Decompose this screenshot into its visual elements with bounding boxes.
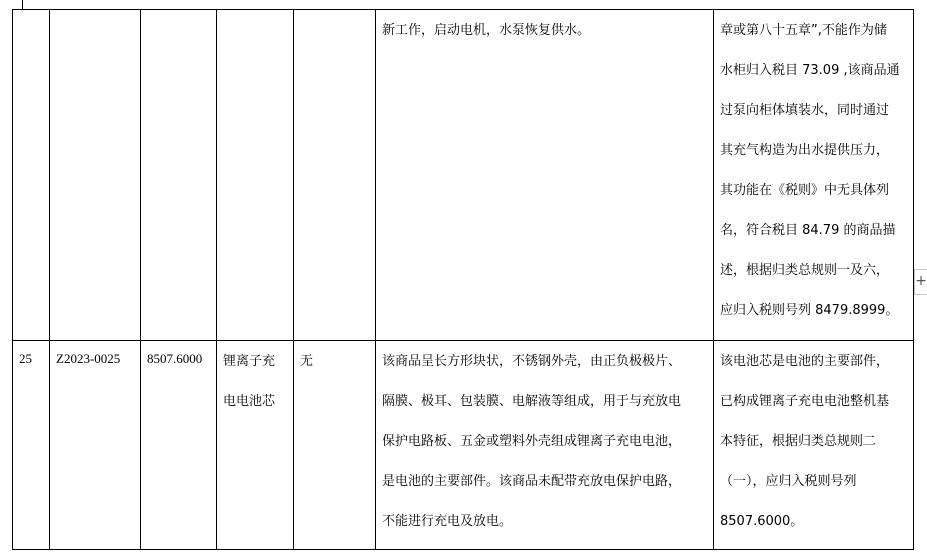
cell-code: [50, 10, 141, 341]
description-lines: [382, 10, 707, 51]
plus-icon: +: [915, 273, 927, 289]
text-line: 锂离子充: [223, 354, 276, 369]
name-lines: [223, 341, 287, 422]
reason-lines: [720, 341, 907, 542]
text-line: 8507.6000。: [720, 514, 804, 529]
cell-reason: [714, 341, 914, 550]
cell-code: Z2023-0025: [50, 341, 141, 550]
cell-model: 无: [294, 341, 376, 550]
text-line: 保护电路板、五金或塑料外壳组成锂离子充电电池，: [382, 434, 682, 449]
text-line: 不能进行充电及放电。: [382, 514, 513, 529]
cell-name: [217, 10, 294, 341]
reason-lines: [720, 10, 907, 331]
cell-no: [13, 10, 50, 341]
text-line: 其功能在《税则》中无具体列: [720, 183, 890, 198]
text-line: 应归入税则号列 8479.8999。: [720, 303, 899, 318]
cell-name: [217, 341, 294, 550]
text-line: 已构成锂离子充电电池整机基: [720, 394, 890, 409]
text-line: 本特征，根据归类总规则二: [720, 434, 877, 449]
cell-tariff: [141, 10, 217, 341]
text-line: 隔膜、极耳、包装膜、电解液等组成，用于与充放电: [382, 394, 682, 409]
table-row: [13, 10, 914, 341]
text-line: 其充气构造为出水提供压力，: [720, 143, 890, 158]
cell-model: [294, 10, 376, 341]
text-line: 是电池的主要部件。该商品未配带充放电保护电路，: [382, 474, 682, 489]
text-line: 章或第八十五章”,不能作为储: [720, 23, 887, 38]
name-lines: [223, 10, 287, 11]
add-row-handle[interactable]: [914, 269, 927, 295]
text-line: 述，根据归类总规则一及六，: [720, 263, 890, 278]
description-lines: [382, 341, 707, 542]
cell-description: [376, 341, 714, 550]
text-line: 新工作，启动电机，水泵恢复供水。: [382, 23, 591, 38]
cell-no: 25: [13, 341, 50, 550]
cell-reason: [714, 10, 914, 341]
cell-tariff: 8507.6000: [141, 341, 217, 550]
table-row: [13, 341, 914, 550]
text-line: 过泵向柜体填装水，同时通过: [720, 103, 890, 118]
text-line: 水柜归入税目 73.09 ,该商品通: [720, 63, 900, 78]
cell-description: [376, 10, 714, 341]
text-line: 该商品呈长方形块状，不锈钢外壳，由正负极极片、: [382, 354, 682, 369]
column-divider-top: [22, 0, 23, 9]
text-line: 名，符合税目 84.79 的商品描: [720, 223, 896, 238]
text-line: 电电池芯: [223, 394, 276, 409]
text-line: （一），应归入税则号列: [720, 474, 857, 489]
text-line: 该电池芯是电池的主要部件，: [720, 354, 890, 369]
classification-table: [12, 9, 914, 550]
